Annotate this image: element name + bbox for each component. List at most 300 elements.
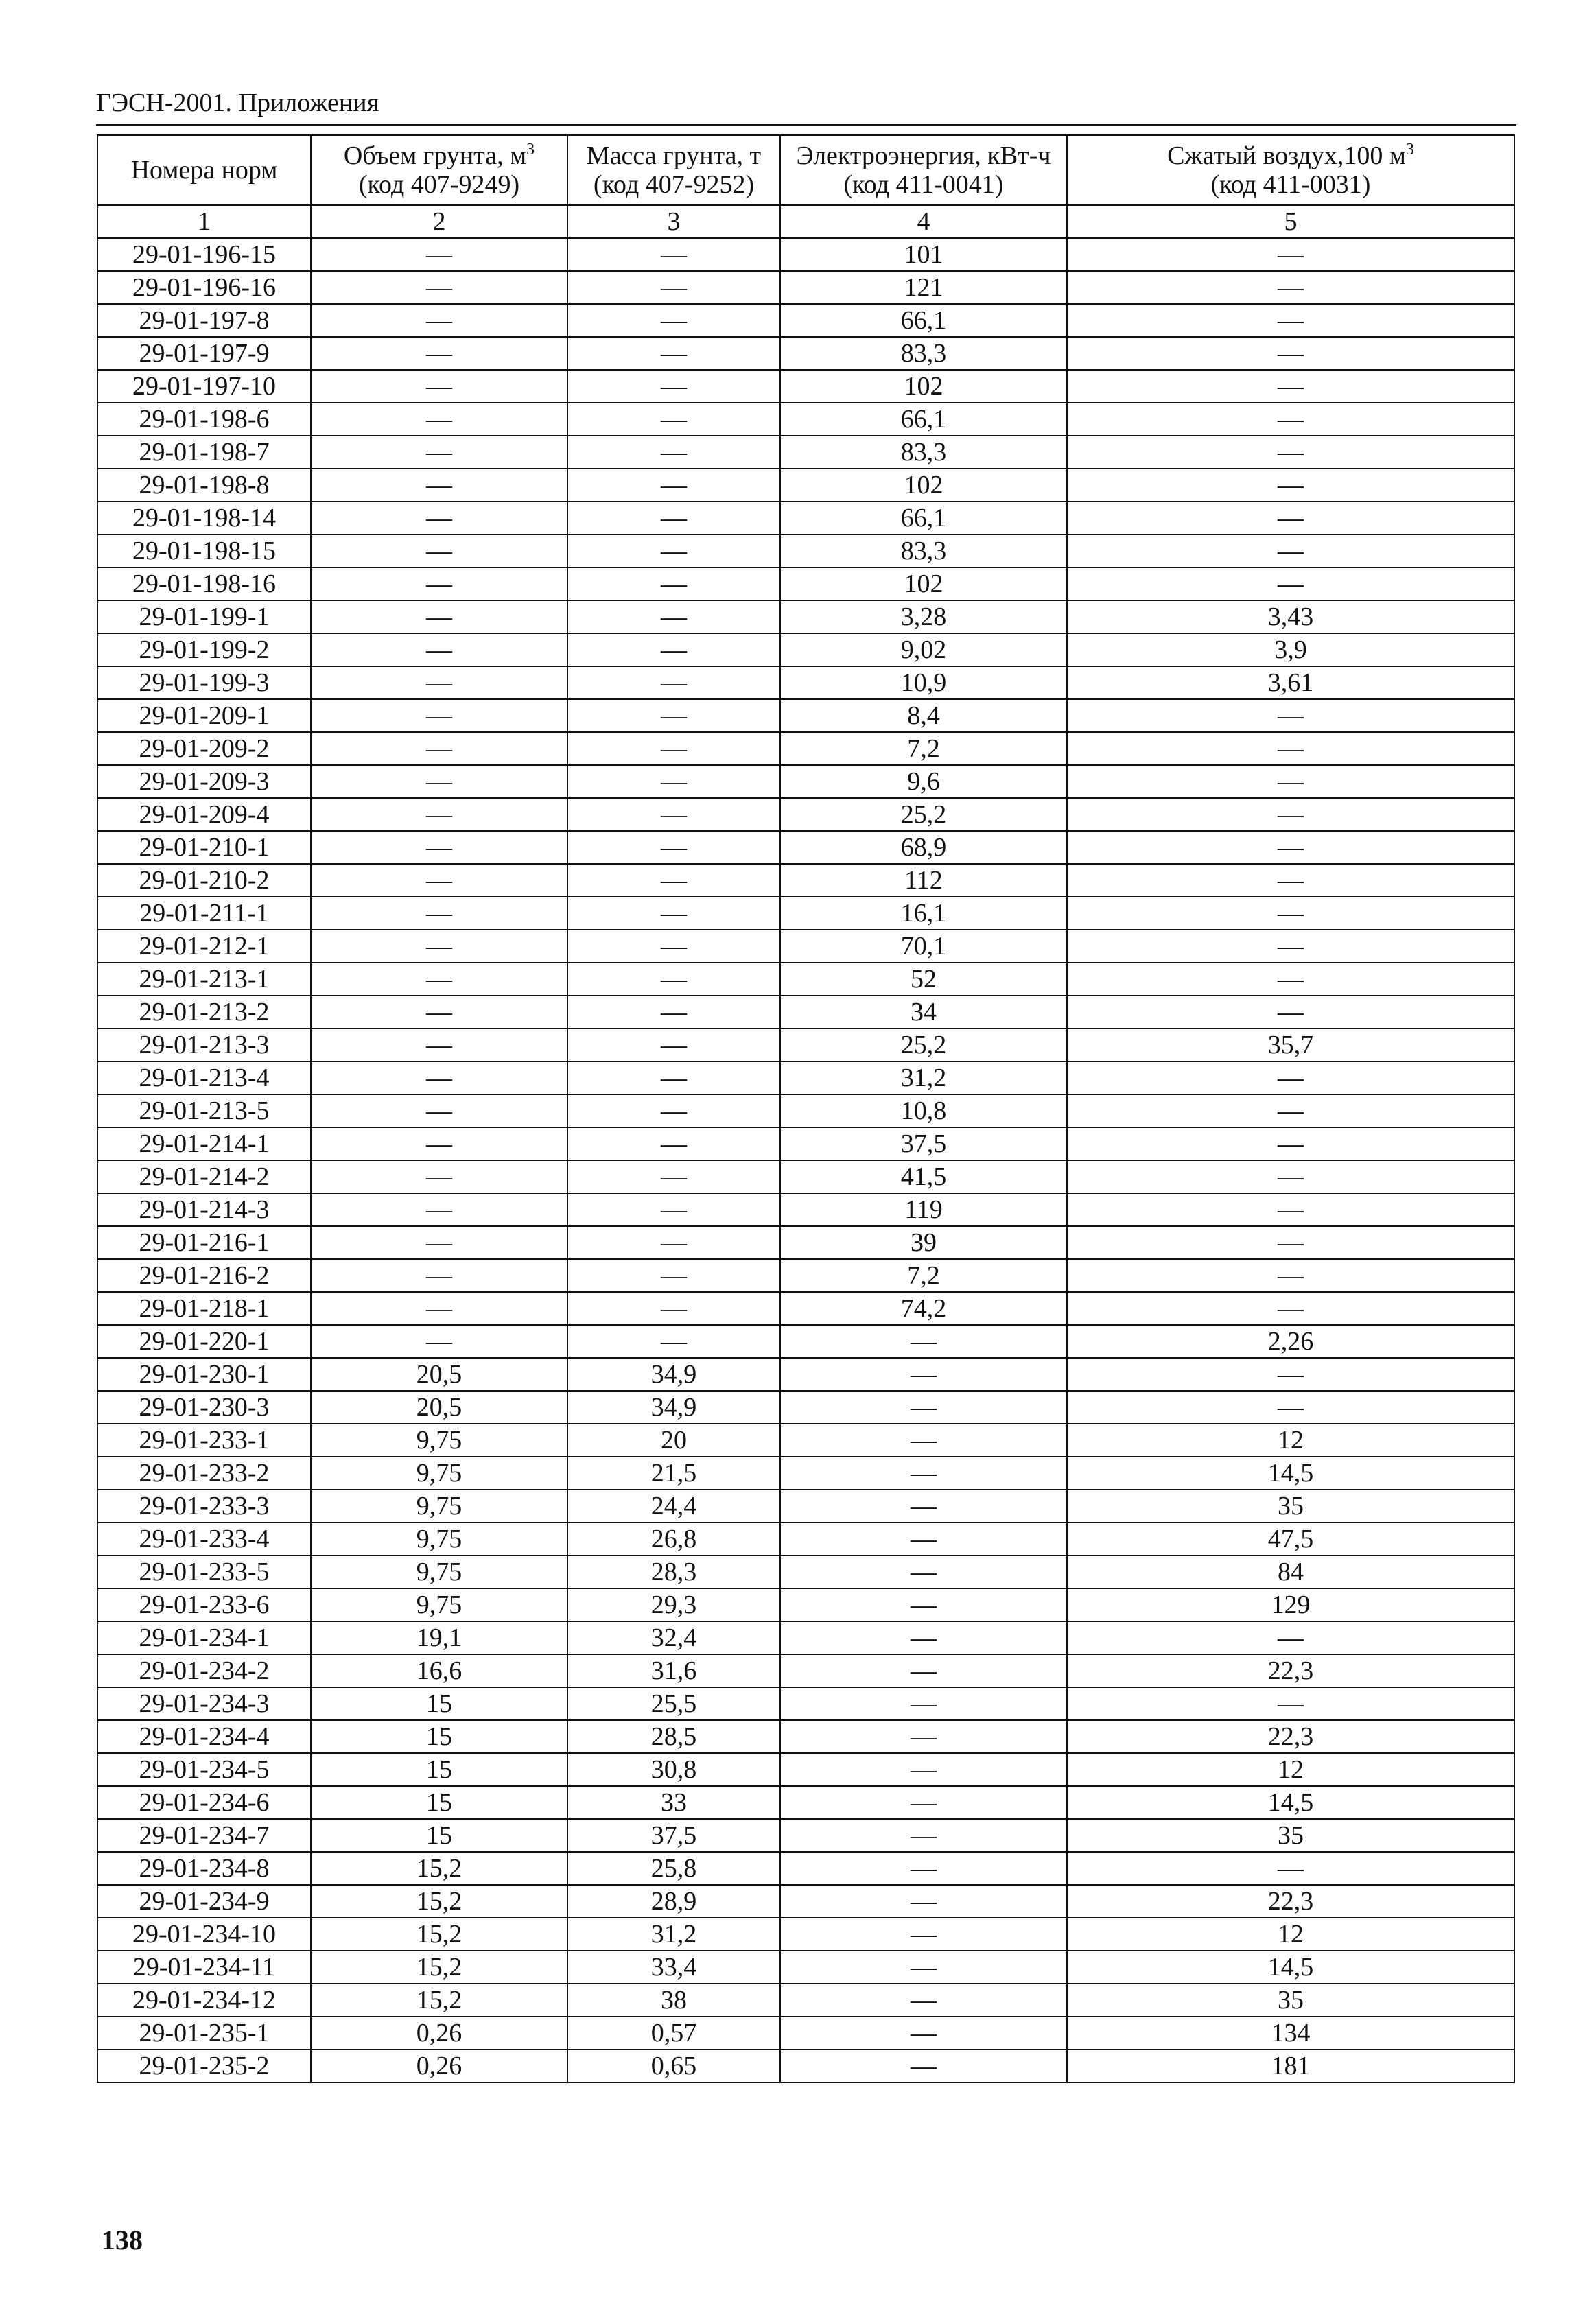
compressed-air-cell: 22,3 [1067,1885,1514,1918]
norms-table [97,134,1515,2083]
norm-number-cell: 29-01-199-3 [97,666,311,699]
soil-volume-cell: — [311,1292,567,1325]
norm-number-cell: 29-01-209-4 [97,798,311,831]
soil-mass-cell: 21,5 [567,1457,780,1490]
running-head: ГЭСН-2001. Приложения [96,89,379,117]
soil-volume-cell: 15 [311,1753,567,1786]
norm-number-cell: 29-01-233-1 [97,1424,311,1457]
electricity-cell: 16,1 [780,897,1067,930]
soil-mass-cell: — [567,930,780,963]
table-row [97,699,1514,732]
soil-mass-cell: — [567,1193,780,1226]
electricity-cell: — [780,1424,1067,1457]
electricity-cell: — [780,1951,1067,1984]
compressed-air-cell: 35 [1067,1984,1514,2017]
table-row [97,337,1514,370]
soil-mass-cell: — [567,600,780,633]
soil-volume-cell: — [311,996,567,1029]
electricity-cell: 31,2 [780,1061,1067,1094]
electricity-cell: 102 [780,567,1067,600]
header-rule [96,124,1516,126]
soil-mass-cell: 33,4 [567,1951,780,1984]
electricity-cell: 102 [780,370,1067,403]
norm-number-cell: 29-01-230-1 [97,1358,311,1391]
norm-number-cell: 29-01-213-2 [97,996,311,1029]
table-row [97,1654,1514,1687]
compressed-air-cell: — [1067,1061,1514,1094]
soil-volume-cell: 9,75 [311,1457,567,1490]
soil-volume-cell: 20,5 [311,1391,567,1424]
soil-volume-cell: — [311,469,567,502]
compressed-air-cell: — [1067,1391,1514,1424]
soil-volume-cell: 15,2 [311,1918,567,1951]
soil-volume-cell: — [311,502,567,535]
soil-volume-cell: — [311,271,567,304]
soil-mass-cell: 34,9 [567,1391,780,1424]
norm-number-cell: 29-01-214-3 [97,1193,311,1226]
soil-mass-cell: 28,5 [567,1720,780,1753]
norm-number-cell: 29-01-234-9 [97,1885,311,1918]
soil-volume-cell: — [311,831,567,864]
table-body [97,238,1514,2082]
soil-volume-cell: — [311,897,567,930]
table-row [97,1457,1514,1490]
header-cell-soil-mass: Масса грунта, т (код 407-9252) [567,135,780,205]
compressed-air-cell: — [1067,370,1514,403]
soil-volume-cell: — [311,1226,567,1259]
compressed-air-cell: 181 [1067,2050,1514,2082]
compressed-air-cell: 84 [1067,1555,1514,1588]
soil-mass-cell: — [567,1127,780,1160]
table-row [97,1786,1514,1819]
compressed-air-cell: 3,9 [1067,633,1514,666]
soil-volume-cell: — [311,666,567,699]
norm-number-cell: 29-01-234-6 [97,1786,311,1819]
electricity-cell: 66,1 [780,403,1067,436]
norm-number-cell: 29-01-196-15 [97,238,311,271]
soil-volume-cell: — [311,699,567,732]
electricity-cell: — [780,1555,1067,1588]
electricity-cell: 121 [780,271,1067,304]
soil-mass-cell: — [567,1292,780,1325]
compressed-air-cell: — [1067,996,1514,1029]
column-number: 5 [1067,205,1514,238]
electricity-cell: — [780,2017,1067,2050]
compressed-air-cell: — [1067,1621,1514,1654]
soil-mass-cell: 31,2 [567,1918,780,1951]
soil-mass-cell: — [567,370,780,403]
norm-number-cell: 29-01-234-10 [97,1918,311,1951]
table-row [97,535,1514,567]
soil-mass-cell: 37,5 [567,1819,780,1852]
soil-mass-cell: — [567,436,780,469]
soil-mass-cell: — [567,864,780,897]
soil-mass-cell: 33 [567,1786,780,1819]
table-row [97,1523,1514,1555]
norm-number-cell: 29-01-213-3 [97,1029,311,1061]
soil-volume-cell: 15,2 [311,1951,567,1984]
soil-volume-cell: — [311,633,567,666]
compressed-air-cell: — [1067,732,1514,765]
soil-mass-cell: 25,8 [567,1852,780,1885]
norm-number-cell: 29-01-214-1 [97,1127,311,1160]
compressed-air-cell: 35,7 [1067,1029,1514,1061]
compressed-air-cell: — [1067,1259,1514,1292]
soil-mass-cell: 30,8 [567,1753,780,1786]
compressed-air-cell: — [1067,436,1514,469]
soil-volume-cell: — [311,765,567,798]
norm-number-cell: 29-01-209-2 [97,732,311,765]
norm-number-cell: 29-01-198-15 [97,535,311,567]
norm-number-cell: 29-01-198-16 [97,567,311,600]
soil-volume-cell: 15,2 [311,1984,567,2017]
soil-volume-cell: — [311,535,567,567]
table-row [97,1819,1514,1852]
soil-volume-cell: — [311,304,567,337]
soil-mass-cell: — [567,271,780,304]
electricity-cell: 102 [780,469,1067,502]
electricity-cell: 9,6 [780,765,1067,798]
electricity-cell: 41,5 [780,1160,1067,1193]
norm-number-cell: 29-01-233-2 [97,1457,311,1490]
electricity-cell: 8,4 [780,699,1067,732]
electricity-cell: — [780,1918,1067,1951]
electricity-cell: 7,2 [780,1259,1067,1292]
compressed-air-cell: — [1067,963,1514,996]
electricity-cell: — [780,1490,1067,1523]
table-row [97,1292,1514,1325]
compressed-air-cell: — [1067,1687,1514,1720]
norm-number-cell: 29-01-234-8 [97,1852,311,1885]
norm-number-cell: 29-01-218-1 [97,1292,311,1325]
compressed-air-cell: — [1067,930,1514,963]
compressed-air-cell: — [1067,469,1514,502]
soil-volume-cell: — [311,337,567,370]
soil-volume-cell: 0,26 [311,2017,567,2050]
soil-volume-cell: — [311,238,567,271]
table-row [97,469,1514,502]
soil-volume-cell: — [311,963,567,996]
soil-mass-cell: — [567,633,780,666]
table-row [97,930,1514,963]
norm-number-cell: 29-01-235-1 [97,2017,311,2050]
compressed-air-cell: — [1067,1193,1514,1226]
table-row [97,2017,1514,2050]
soil-volume-cell: 9,75 [311,1588,567,1621]
electricity-cell: — [780,1621,1067,1654]
compressed-air-cell: 134 [1067,2017,1514,2050]
electricity-cell: 10,8 [780,1094,1067,1127]
soil-mass-cell: — [567,535,780,567]
norm-number-cell: 29-01-213-5 [97,1094,311,1127]
table-row [97,633,1514,666]
electricity-cell: — [780,1358,1067,1391]
table-row [97,963,1514,996]
soil-mass-cell: 38 [567,1984,780,2017]
soil-mass-cell: 20 [567,1424,780,1457]
table-row [97,1325,1514,1358]
compressed-air-cell: 12 [1067,1753,1514,1786]
soil-volume-cell: — [311,600,567,633]
soil-volume-cell: — [311,1094,567,1127]
soil-mass-cell: 0,57 [567,2017,780,2050]
electricity-cell: — [780,1984,1067,2017]
soil-volume-cell: — [311,1160,567,1193]
compressed-air-cell: 129 [1067,1588,1514,1621]
table-row [97,1852,1514,1885]
soil-mass-cell: — [567,304,780,337]
header-row [97,135,1514,205]
table-row [97,1555,1514,1588]
electricity-cell: 66,1 [780,304,1067,337]
electricity-cell: 10,9 [780,666,1067,699]
table-row [97,1094,1514,1127]
soil-mass-cell: — [567,1094,780,1127]
compressed-air-cell: — [1067,1358,1514,1391]
soil-mass-cell: — [567,1029,780,1061]
norm-number-cell: 29-01-198-14 [97,502,311,535]
soil-mass-cell: 26,8 [567,1523,780,1555]
table-row [97,600,1514,633]
electricity-cell: 83,3 [780,337,1067,370]
soil-volume-cell: — [311,930,567,963]
norm-number-cell: 29-01-234-2 [97,1654,311,1687]
norm-number-cell: 29-01-235-2 [97,2050,311,2082]
compressed-air-cell: 3,61 [1067,666,1514,699]
header-cell-compressed-air: Сжатый воздух,100 $м^3$ (код 411-0031) [1067,135,1514,205]
table-row [97,831,1514,864]
soil-mass-cell: — [567,1259,780,1292]
norm-number-cell: 29-01-199-2 [97,633,311,666]
compressed-air-cell: 12 [1067,1424,1514,1457]
table-row [97,1226,1514,1259]
norm-number-cell: 29-01-197-9 [97,337,311,370]
soil-mass-cell: 34,9 [567,1358,780,1391]
compressed-air-cell: — [1067,1226,1514,1259]
electricity-cell: — [780,1687,1067,1720]
header-cell-electricity: Электроэнергия, кВт-ч (код 411-0041) [780,135,1067,205]
norm-number-cell: 29-01-214-2 [97,1160,311,1193]
soil-mass-cell: — [567,1061,780,1094]
compressed-air-cell: — [1067,1127,1514,1160]
compressed-air-cell: — [1067,897,1514,930]
soil-mass-cell: — [567,831,780,864]
table-row [97,271,1514,304]
compressed-air-cell: 14,5 [1067,1786,1514,1819]
soil-mass-cell: — [567,897,780,930]
compressed-air-cell: — [1067,502,1514,535]
compressed-air-cell: 22,3 [1067,1654,1514,1687]
table-row [97,1160,1514,1193]
soil-volume-cell: — [311,370,567,403]
table-row [97,666,1514,699]
compressed-air-cell: — [1067,864,1514,897]
soil-mass-cell: 32,4 [567,1621,780,1654]
soil-volume-cell: — [311,567,567,600]
norm-number-cell: 29-01-213-1 [97,963,311,996]
table-row [97,1127,1514,1160]
soil-mass-cell: 28,3 [567,1555,780,1588]
norm-number-cell: 29-01-199-1 [97,600,311,633]
soil-volume-cell: — [311,436,567,469]
soil-mass-cell: 28,9 [567,1885,780,1918]
norm-number-cell: 29-01-220-1 [97,1325,311,1358]
soil-mass-cell: — [567,469,780,502]
table-row [97,1687,1514,1720]
electricity-cell: — [780,1654,1067,1687]
electricity-cell: 7,2 [780,732,1067,765]
norm-number-cell: 29-01-210-2 [97,864,311,897]
table-row [97,765,1514,798]
soil-volume-cell: 20,5 [311,1358,567,1391]
norm-number-cell: 29-01-233-6 [97,1588,311,1621]
norm-number-cell: 29-01-209-3 [97,765,311,798]
norm-number-cell: 29-01-234-4 [97,1720,311,1753]
electricity-cell: — [780,1523,1067,1555]
compressed-air-cell: 3,43 [1067,600,1514,633]
soil-mass-cell: 25,5 [567,1687,780,1720]
norm-number-cell: 29-01-233-4 [97,1523,311,1555]
compressed-air-cell: — [1067,1094,1514,1127]
table-row [97,304,1514,337]
norm-number-cell: 29-01-230-3 [97,1391,311,1424]
compressed-air-cell: 14,5 [1067,1457,1514,1490]
norm-number-cell: 29-01-197-8 [97,304,311,337]
compressed-air-cell: — [1067,1852,1514,1885]
soil-volume-cell: — [311,1259,567,1292]
electricity-cell: 83,3 [780,436,1067,469]
norm-number-cell: 29-01-209-1 [97,699,311,732]
compressed-air-cell: — [1067,831,1514,864]
soil-volume-cell: 16,6 [311,1654,567,1687]
electricity-cell: 34 [780,996,1067,1029]
electricity-cell: — [780,1819,1067,1852]
compressed-air-cell: 12 [1067,1918,1514,1951]
electricity-cell: — [780,1852,1067,1885]
soil-volume-cell: 19,1 [311,1621,567,1654]
compressed-air-cell: 2,26 [1067,1325,1514,1358]
table-row [97,1193,1514,1226]
norm-number-cell: 29-01-234-1 [97,1621,311,1654]
table-row [97,1490,1514,1523]
soil-volume-cell: 15 [311,1687,567,1720]
column-number: 4 [780,205,1067,238]
norm-number-cell: 29-01-212-1 [97,930,311,963]
electricity-cell: — [780,1588,1067,1621]
electricity-cell: 39 [780,1226,1067,1259]
table-row [97,1720,1514,1753]
soil-volume-cell: — [311,1029,567,1061]
electricity-cell: 112 [780,864,1067,897]
table-row [97,1621,1514,1654]
compressed-air-cell: 14,5 [1067,1951,1514,1984]
electricity-cell: 3,28 [780,600,1067,633]
table-row [97,436,1514,469]
table-row [97,1061,1514,1094]
norm-number-cell: 29-01-210-1 [97,831,311,864]
soil-mass-cell: — [567,238,780,271]
soil-volume-cell: — [311,732,567,765]
soil-mass-cell: — [567,1325,780,1358]
soil-volume-cell: — [311,1325,567,1358]
table-row [97,1424,1514,1457]
electricity-cell: 25,2 [780,1029,1067,1061]
soil-mass-cell: — [567,798,780,831]
soil-mass-cell: — [567,567,780,600]
electricity-cell: — [780,1753,1067,1786]
header-cell-soil-volume: Объем грунта, $м^3$ (код 407-9249) [311,135,567,205]
electricity-cell: 119 [780,1193,1067,1226]
table-row [97,1885,1514,1918]
electricity-cell: — [780,1720,1067,1753]
table-row [97,1358,1514,1391]
column-number-row [97,205,1514,238]
electricity-cell: — [780,1391,1067,1424]
soil-volume-cell: — [311,798,567,831]
compressed-air-cell: — [1067,271,1514,304]
electricity-cell: — [780,1885,1067,1918]
compressed-air-cell: — [1067,238,1514,271]
soil-volume-cell: 15 [311,1786,567,1819]
electricity-cell: 101 [780,238,1067,271]
soil-mass-cell: — [567,699,780,732]
soil-volume-cell: 9,75 [311,1490,567,1523]
norm-number-cell: 29-01-233-3 [97,1490,311,1523]
soil-volume-cell: 9,75 [311,1555,567,1588]
soil-mass-cell: — [567,337,780,370]
table-row [97,1588,1514,1621]
electricity-cell: 37,5 [780,1127,1067,1160]
compressed-air-cell: — [1067,798,1514,831]
soil-volume-cell: 15,2 [311,1852,567,1885]
table-row [97,1259,1514,1292]
norm-number-cell: 29-01-211-1 [97,897,311,930]
compressed-air-cell: 35 [1067,1490,1514,1523]
norm-number-cell: 29-01-234-7 [97,1819,311,1852]
norm-number-cell: 29-01-196-16 [97,271,311,304]
soil-volume-cell: — [311,1127,567,1160]
compressed-air-cell: 22,3 [1067,1720,1514,1753]
soil-mass-cell: 24,4 [567,1490,780,1523]
norm-number-cell: 29-01-216-2 [97,1259,311,1292]
electricity-cell: 83,3 [780,535,1067,567]
norm-number-cell: 29-01-198-8 [97,469,311,502]
soil-volume-cell: 15 [311,1720,567,1753]
compressed-air-cell: — [1067,337,1514,370]
compressed-air-cell: 35 [1067,1819,1514,1852]
norm-number-cell: 29-01-216-1 [97,1226,311,1259]
table-row [97,502,1514,535]
header-cell-norm-numbers: Номера норм [97,135,311,205]
norm-number-cell: 29-01-234-11 [97,1951,311,1984]
compressed-air-cell: — [1067,699,1514,732]
soil-volume-cell: — [311,1061,567,1094]
compressed-air-cell: — [1067,535,1514,567]
norm-number-cell: 29-01-213-4 [97,1061,311,1094]
electricity-cell: 74,2 [780,1292,1067,1325]
soil-mass-cell: — [567,963,780,996]
table-row [97,1029,1514,1061]
electricity-cell: 70,1 [780,930,1067,963]
electricity-cell: 52 [780,963,1067,996]
soil-mass-cell: 29,3 [567,1588,780,1621]
norm-number-cell: 29-01-234-3 [97,1687,311,1720]
table-row [97,403,1514,436]
soil-volume-cell: 15,2 [311,1885,567,1918]
table-row [97,732,1514,765]
soil-volume-cell: 9,75 [311,1424,567,1457]
compressed-air-cell: — [1067,567,1514,600]
